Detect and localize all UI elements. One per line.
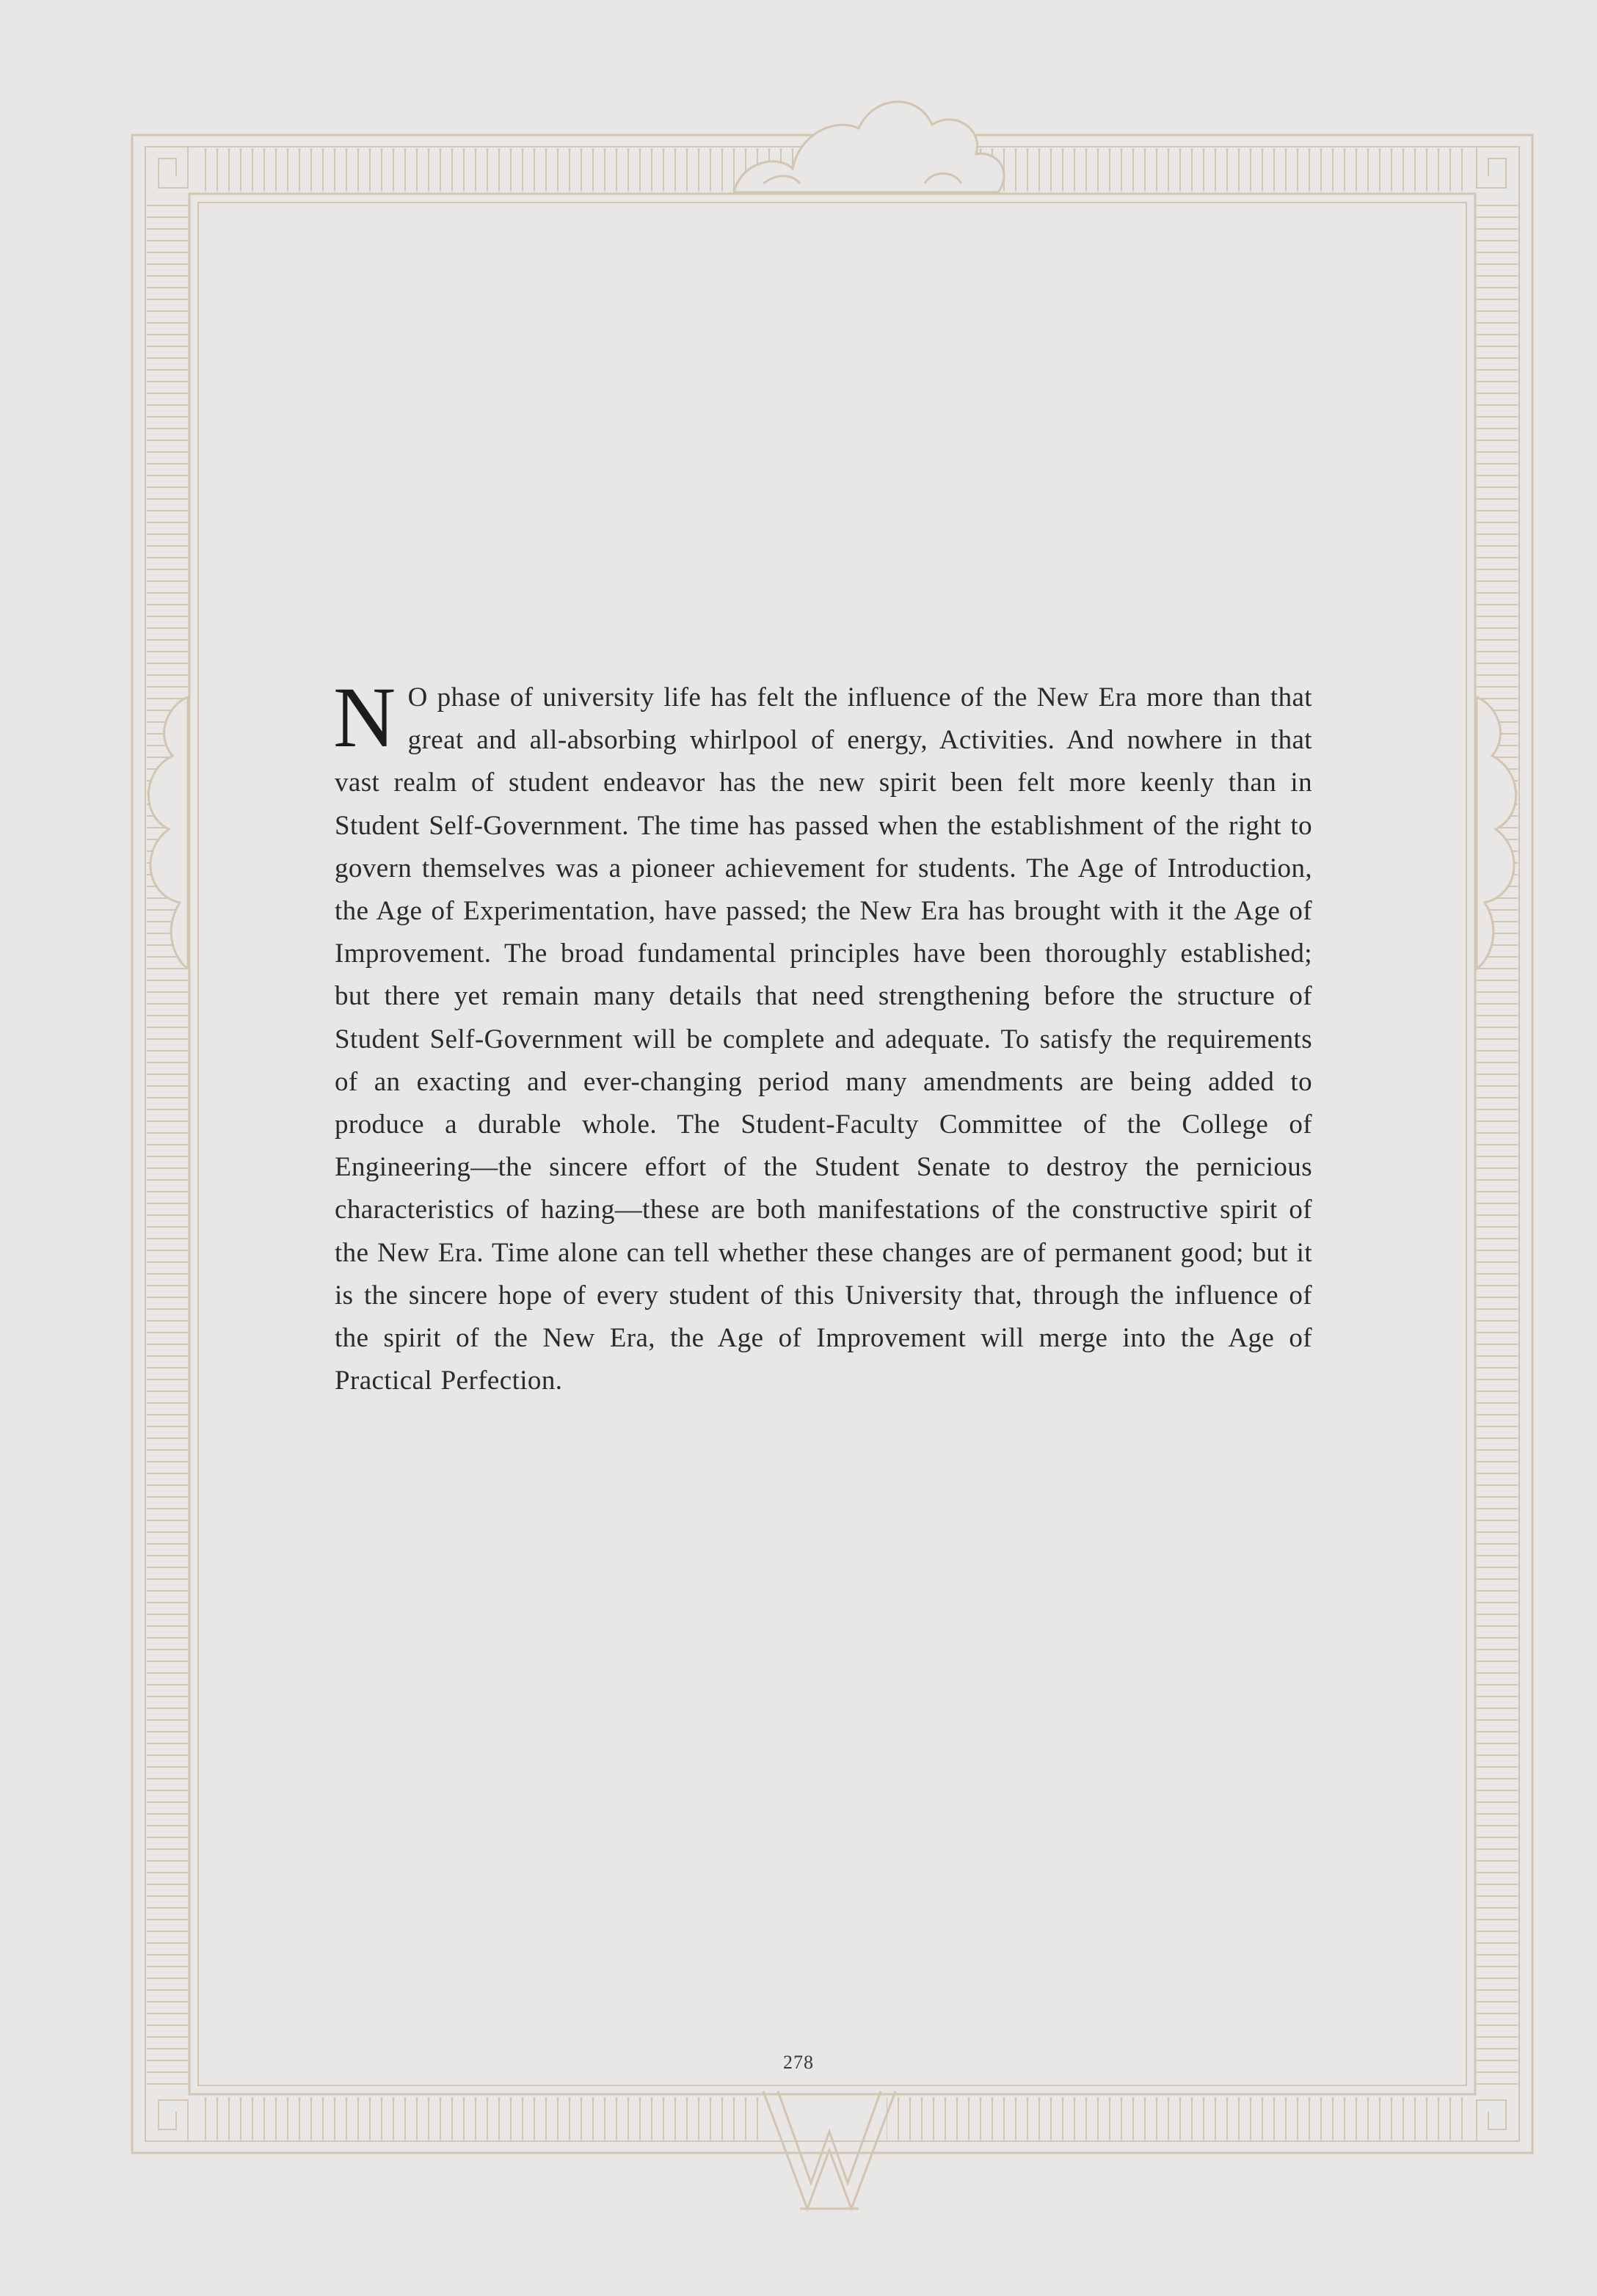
page-number: 278 [783, 2052, 814, 2073]
drop-cap: N [333, 669, 396, 765]
article-text [333, 669, 1312, 1402]
article-body: O phase of university life has felt the influence of the New Era more than that great and all-absorbing whirlpool of energy, Activities. And nowhere in that vast realm of student endeavor has the new spirit been felt more keenly than in Student Self-Government. The time has passed when the establishment of the right to govern themselves was a pioneer achievement for students. The Age of Introduction, the Age of Experimentation, have passed; the New Era has brought with it the Age of Improvement. The broad fundamental principles have been thoroughly established; but there yet remain many details that need strengthening before the structure of Student Self-Government will be complete and adequate. To satisfy the requirements of an exacting and ever-changing period many amendments are being added to produce a durable whole. The Student-Faculty Committee of the College of Engineering—the sincere effort of the Student Senate to destroy the pernicious characteristics of hazing—these are both manifestations of the constructive spirit of the New Era. Time alone can tell whether these changes are of permanent good; but it is the sincere hope of every student of this University that, through the influence of the spirit of the New Era, the Age of Improvement will merge into the Age of Practical Perfection. [335, 682, 1312, 1396]
w-monogram-ornament [763, 2091, 895, 2209]
